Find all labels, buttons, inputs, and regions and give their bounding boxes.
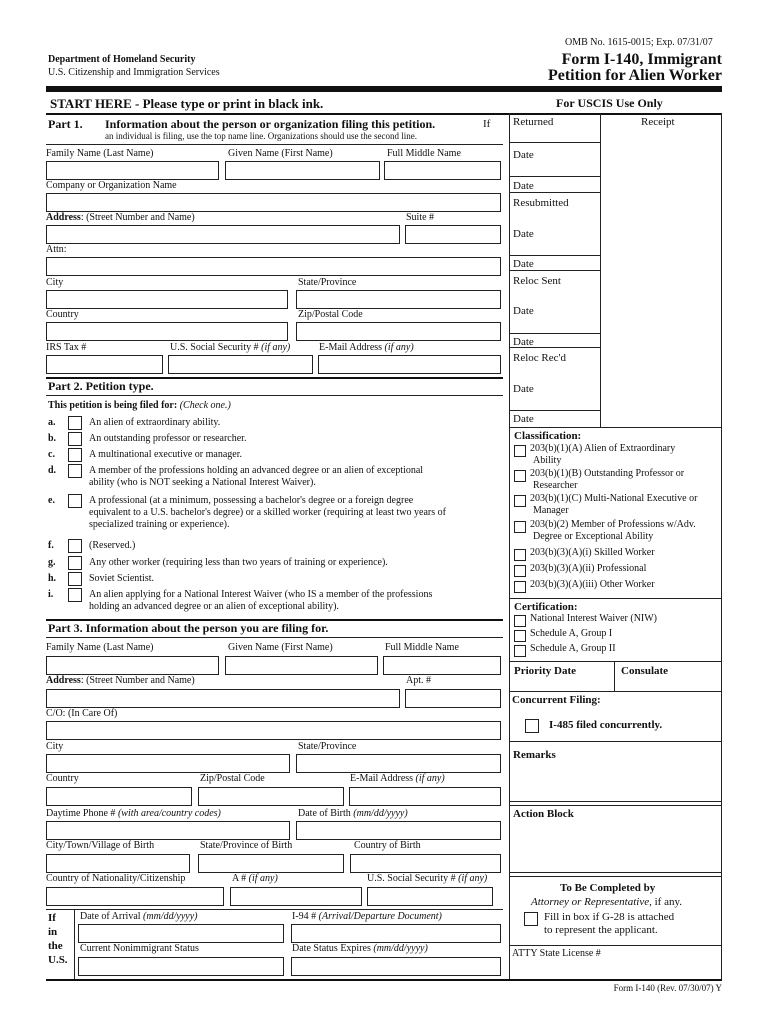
petition-type-checkbox[interactable] — [68, 464, 82, 478]
uscis-returned: Returned — [513, 116, 554, 128]
p1-address-label: Address: (Street Number and Name) — [46, 212, 195, 223]
p3-ssn-label: U.S. Social Security # (if any) — [367, 873, 488, 884]
uscis-date: Date — [513, 228, 534, 240]
option-text: A professional (at a minimum, possessing a bachelor's degree or a foreign degree — [89, 495, 414, 506]
p3-given-name-input[interactable] — [225, 656, 378, 675]
p3-co-input[interactable] — [46, 721, 501, 740]
p3-nationality-label: Country of Nationality/Citizenship — [46, 873, 186, 884]
classification-label: Degree or Exceptional Ability — [533, 531, 654, 542]
p3-co-label: C/O: (In Care Of) — [46, 708, 118, 719]
option-text: Any other worker (requiring less than two years of training or experience). — [89, 557, 388, 568]
i485-label: I-485 filed concurrently. — [549, 719, 663, 731]
concurrent-filing-title: Concurrent Filing: — [512, 694, 601, 706]
p3-a-number-label: A # (if any) — [232, 873, 278, 884]
p3-dob-input[interactable] — [296, 821, 501, 840]
petition-type-checkbox[interactable] — [68, 588, 82, 602]
option-text: (Reserved.) — [89, 540, 136, 551]
p3-apt-label: Apt. # — [406, 675, 431, 686]
certification-checkbox[interactable] — [514, 630, 526, 642]
petition-type-checkbox[interactable] — [68, 494, 82, 508]
p3-dob-label: Date of Birth (mm/dd/yyyy) — [298, 808, 408, 819]
classification-checkbox[interactable] — [514, 470, 526, 482]
uscis-date: Date — [513, 413, 534, 425]
certification-label: National Interest Waiver (NIW) — [530, 613, 658, 624]
certification-label: Schedule A, Group I — [530, 628, 613, 639]
p3-zip-label: Zip/Postal Code — [200, 773, 265, 784]
p3-apt-input[interactable] — [405, 689, 501, 708]
p1-city-label: City — [46, 277, 64, 288]
option-text: An alien applying for a National Interest Waiver (who IS a member of the professions — [89, 589, 433, 600]
p1-irs-input[interactable] — [46, 355, 163, 374]
uscis-date: Date — [513, 258, 534, 270]
start-here-heading: START HERE - Please type or print in black ink. — [50, 96, 324, 111]
uscis-resubmitted: Resubmitted — [513, 197, 569, 209]
p3-country-input[interactable] — [46, 787, 192, 806]
classification-title: Classification: — [514, 430, 582, 442]
p3-zip-input[interactable] — [198, 787, 344, 806]
classification-checkbox[interactable] — [514, 581, 526, 593]
uscis-heading: For USCIS Use Only — [556, 96, 663, 110]
p3-city-birth-label: City/Town/Village of Birth — [46, 840, 155, 851]
attorney-line3: to represent the applicant. — [544, 924, 658, 936]
p3-address-input[interactable] — [46, 689, 400, 708]
option-letter: i. — [48, 589, 54, 600]
p3-ssn-input[interactable] — [367, 887, 493, 906]
option-letter: b. — [48, 433, 57, 444]
option-letter: d. — [48, 465, 57, 476]
p3-address-label: Address: (Street Number and Name) — [46, 675, 195, 686]
p1-middle-name-label: Full Middle Name — [387, 148, 461, 159]
part2-filed-for: This petition is being filed for: (Check one.) — [48, 400, 231, 411]
classification-label: Manager — [533, 505, 569, 516]
petition-type-checkbox[interactable] — [68, 556, 82, 570]
p3-email-label: E-Mail Address (if any) — [350, 773, 445, 784]
uscis-reloc-sent: Reloc Sent — [513, 275, 561, 287]
p3-city-input[interactable] — [46, 754, 290, 773]
classification-label: Researcher — [533, 480, 578, 491]
uscis-receipt: Receipt — [641, 116, 675, 128]
p3-i94-label: I-94 # (Arrival/Departure Document) — [292, 911, 442, 922]
petition-type-checkbox[interactable] — [68, 416, 82, 430]
attorney-title: To Be Completed by — [560, 882, 656, 894]
p3-country-birth-label: Country of Birth — [354, 840, 421, 851]
p1-country-input[interactable] — [46, 322, 288, 341]
part2-heading: Part 2. Petition type. — [48, 379, 154, 393]
p3-arrival-input[interactable] — [78, 924, 284, 943]
uscis-date: Date — [513, 149, 534, 161]
p3-state-birth-input[interactable] — [198, 854, 344, 873]
uscis-panel — [509, 113, 722, 979]
p1-suite-input[interactable] — [405, 225, 501, 244]
g28-checkbox[interactable] — [524, 912, 538, 926]
classification-checkbox[interactable] — [514, 565, 526, 577]
if-in-us-2: in — [48, 926, 58, 938]
option-letter: f. — [48, 540, 54, 551]
petition-type-checkbox[interactable] — [68, 572, 82, 586]
option-letter: e. — [48, 495, 55, 506]
petition-type-checkbox[interactable] — [68, 448, 82, 462]
p3-i94-input[interactable] — [291, 924, 501, 943]
p1-zip-input[interactable] — [296, 322, 501, 341]
p1-company-label: Company or Organization Name — [46, 180, 177, 191]
petition-type-checkbox[interactable] — [68, 432, 82, 446]
part3-heading: Part 3. Information about the person you are filing for. — [48, 621, 329, 635]
p3-family-name-label: Family Name (Last Name) — [46, 642, 154, 653]
classification-label: 203(b)(3)(A)(i) Skilled Worker — [530, 547, 655, 558]
p3-country-label: Country — [46, 773, 79, 784]
p1-attn-input[interactable] — [46, 257, 501, 276]
p1-middle-name-input[interactable] — [384, 161, 501, 180]
option-text: equivalent to a U.S. bachelor's degree) or a skilled worker (requiring at least two years of — [89, 507, 446, 518]
p3-city-label: City — [46, 741, 64, 752]
p3-phone-label: Daytime Phone # (with area/country codes) — [46, 808, 221, 819]
option-text: A member of the professions holding an advanced degree or an alien of exceptional — [89, 465, 424, 476]
classification-label: Ability — [533, 455, 562, 466]
option-letter: g. — [48, 557, 56, 568]
p1-city-input[interactable] — [46, 290, 288, 309]
department-name: Department of Homeland Security — [48, 54, 196, 65]
p3-city-birth-input[interactable] — [46, 854, 190, 873]
option-text: An alien of extraordinary ability. — [89, 417, 221, 428]
p3-status-input[interactable] — [78, 957, 284, 976]
p1-email-input[interactable] — [318, 355, 501, 374]
p3-expires-label: Date Status Expires (mm/dd/yyyy) — [292, 943, 428, 954]
if-in-us-1: If — [48, 912, 56, 924]
p3-middle-name-input[interactable] — [383, 656, 501, 675]
certification-label: Schedule A, Group II — [530, 643, 616, 654]
option-text: An outstanding professor or researcher. — [89, 433, 247, 444]
uscis-date: Date — [513, 180, 534, 192]
p1-country-label: Country — [46, 309, 79, 320]
p1-company-input[interactable] — [46, 193, 501, 212]
classification-checkbox[interactable] — [514, 495, 526, 507]
classification-label: 203(b)(3)(A)(ii) Professional — [530, 563, 647, 574]
atty-license-label: ATTY State License # — [512, 948, 601, 959]
option-text: ability (who is NOT seeking a National Interest Waiver). — [89, 477, 316, 488]
omb-number: OMB No. 1615-0015; Exp. 07/31/07 — [565, 37, 713, 48]
p3-state-label: State/Province — [298, 741, 357, 752]
classification-checkbox[interactable] — [514, 445, 526, 457]
option-letter: c. — [48, 449, 55, 460]
remarks-label: Remarks — [513, 749, 556, 761]
p1-family-name-input[interactable] — [46, 161, 219, 180]
p3-status-label: Current Nonimmigrant Status — [80, 943, 199, 954]
p3-expires-input[interactable] — [291, 957, 501, 976]
certification-title: Certification: — [514, 601, 578, 613]
p1-suite-label: Suite # — [406, 212, 435, 223]
option-letter: a. — [48, 417, 56, 428]
if-in-us-4: U.S. — [48, 954, 68, 966]
p1-zip-label: Zip/Postal Code — [298, 309, 363, 320]
option-text: holding an advanced degree or an alien of exceptional ability). — [89, 601, 339, 612]
p3-email-input[interactable] — [349, 787, 501, 806]
form-title-line1: Form I-140, Immigrant — [561, 51, 722, 68]
p1-ssn-label: U.S. Social Security # (if any) — [170, 342, 291, 353]
option-text: specialized training or experience). — [89, 519, 230, 530]
part1-heading: Information about the person or organization filing this petition. — [105, 117, 436, 131]
agency-name: U.S. Citizenship and Immigration Services — [48, 67, 220, 78]
uscis-date: Date — [513, 383, 534, 395]
classification-label: 203(b)(1)(B) Outstanding Professor or — [530, 468, 685, 479]
part1-heading-tail: If — [483, 118, 491, 130]
p1-email-label: E-Mail Address (if any) — [319, 342, 414, 353]
attorney-line2: Fill in box if G-28 is attached — [544, 911, 675, 923]
if-in-us-3: the — [48, 940, 63, 952]
p3-phone-input[interactable] — [46, 821, 290, 840]
form-title-line2: Petition for Alien Worker — [547, 67, 722, 84]
certification-checkbox[interactable] — [514, 645, 526, 657]
petition-type-checkbox[interactable] — [68, 539, 82, 553]
classification-label: 203(b)(1)(C) Multi-National Executive or — [530, 493, 698, 504]
p3-arrival-label: Date of Arrival (mm/dd/yyyy) — [80, 911, 198, 922]
option-letter: h. — [48, 573, 57, 584]
option-text: A multinational executive or manager. — [89, 449, 243, 460]
p1-family-name-label: Family Name (Last Name) — [46, 148, 154, 159]
i485-checkbox[interactable] — [525, 719, 539, 733]
part1-subtext: an individual is filing, use the top name line. Organizations should use the second line. — [105, 131, 418, 141]
classification-checkbox[interactable] — [514, 521, 526, 533]
header-rule — [46, 86, 722, 92]
priority-date-label: Priority Date — [514, 665, 576, 677]
action-block-label: Action Block — [513, 808, 574, 820]
part1-label: Part 1. — [48, 117, 83, 131]
uscis-date: Date — [513, 305, 534, 317]
classification-checkbox[interactable] — [514, 549, 526, 561]
p3-a-number-input[interactable] — [230, 887, 362, 906]
classification-label: 203(b)(1)(A) Alien of Extraordinary — [530, 443, 676, 454]
p1-attn-label: Attn: — [46, 244, 67, 255]
p3-nationality-input[interactable] — [46, 887, 224, 906]
certification-checkbox[interactable] — [514, 615, 526, 627]
classification-label: 203(b)(2) Member of Professions w/Adv. — [530, 519, 696, 530]
consulate-label: Consulate — [621, 665, 669, 677]
attorney-line1: Attorney or Representative, if any. — [531, 896, 683, 908]
p1-ssn-input[interactable] — [168, 355, 313, 374]
p3-state-birth-label: State/Province of Birth — [200, 840, 293, 851]
p3-family-name-input[interactable] — [46, 656, 219, 675]
uscis-date: Date — [513, 336, 534, 348]
footer-form-rev: Form I-140 (Rev. 07/30/07) Y — [613, 983, 722, 993]
atty-license-input[interactable] — [512, 961, 718, 976]
p3-middle-name-label: Full Middle Name — [385, 642, 459, 653]
p1-given-name-label: Given Name (First Name) — [228, 148, 333, 159]
classification-label: 203(b)(3)(A)(iii) Other Worker — [530, 579, 655, 590]
p3-country-birth-input[interactable] — [350, 854, 501, 873]
option-text: Soviet Scientist. — [89, 573, 154, 584]
p1-state-input[interactable] — [296, 290, 501, 309]
uscis-reloc-recd: Reloc Rec'd — [513, 352, 566, 364]
p1-given-name-input[interactable] — [225, 161, 380, 180]
p1-state-label: State/Province — [298, 277, 357, 288]
p3-given-name-label: Given Name (First Name) — [228, 642, 333, 653]
p1-irs-label: IRS Tax # — [46, 342, 87, 353]
p3-state-input[interactable] — [296, 754, 501, 773]
p1-address-input[interactable] — [46, 225, 400, 244]
